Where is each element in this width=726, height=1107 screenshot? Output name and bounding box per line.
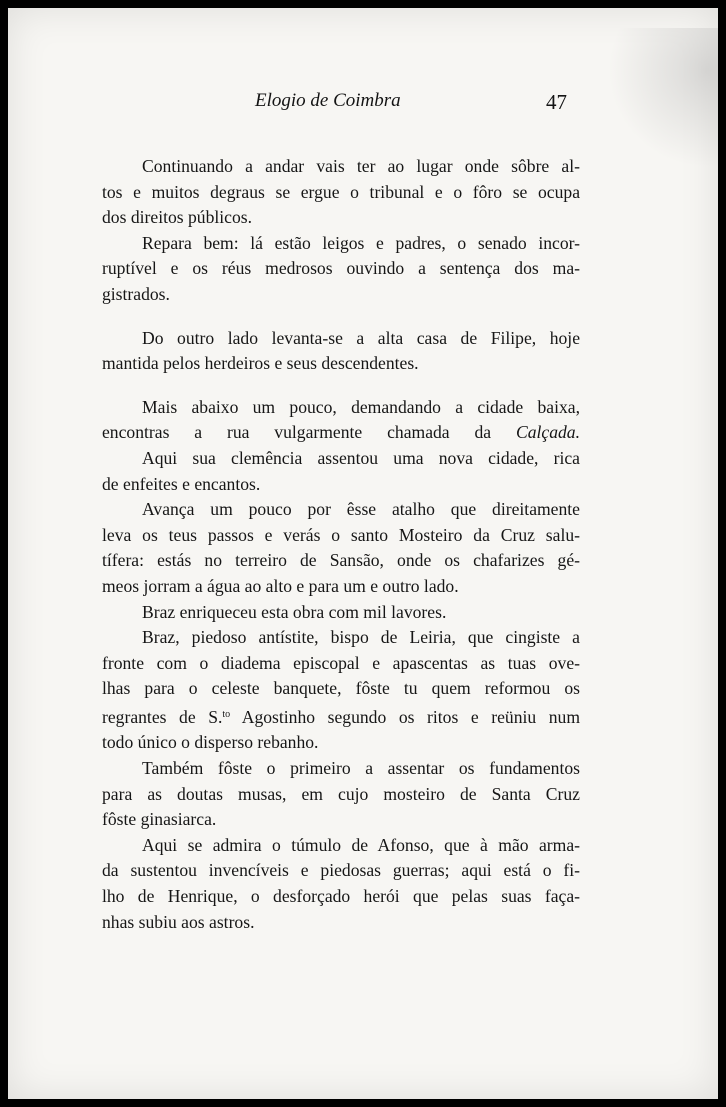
text-line: Braz enriqueceu esta obra com mil lavores. bbox=[142, 601, 447, 622]
text-line: nhas subiu aos astros. bbox=[102, 911, 255, 932]
text-line: tos e muitos degraus se ergue o tribunal e o fôro se ocupa bbox=[102, 181, 580, 202]
text-line: Braz, piedoso antístite, bispo de Leiria, que cingiste a bbox=[142, 627, 580, 648]
text-line: Continuando a andar vais ter ao lugar onde sôbre al- bbox=[142, 156, 580, 176]
text-line bbox=[102, 702, 580, 731]
text-line-part: Agostinho segundo os ritos e reüniu num bbox=[230, 706, 581, 727]
text-line: de enfeites e encantos. bbox=[102, 473, 261, 494]
calcada-italic: Calçada. bbox=[515, 422, 580, 443]
text-line: da sustentou invencíveis e piedosas guerras; aqui está o fi- bbox=[102, 860, 580, 881]
book-page bbox=[8, 8, 718, 1099]
text-line: todo único o disperso rebanho. bbox=[102, 732, 319, 753]
text-line: tífera: estás no terreiro de Sansão, onde os chafarizes gé- bbox=[102, 550, 580, 571]
page-stain bbox=[608, 28, 718, 168]
text-line: Repara bem: lá estão leigos e padres, o senado incor- bbox=[142, 232, 580, 253]
text-line: Aqui sua clemência assentou uma nova cidade, rica bbox=[142, 447, 580, 468]
text-line: Também fôste o primeiro a assentar os fundamentos bbox=[142, 758, 580, 779]
text-line: mantida pelos herdeiros e seus descendentes. bbox=[102, 353, 419, 374]
running-title: Elogio de Coimbra bbox=[255, 90, 401, 111]
text-line: lho de Henrique, o desforçado herói que pelas suas faça- bbox=[102, 886, 580, 907]
text-line: meos jorram a água ao alto e para um e outro lado. bbox=[102, 575, 459, 596]
text-line: para as doutas musas, em cujo mosteiro de Santa Cruz bbox=[102, 783, 580, 804]
text-line: Mais abaixo um pouco, demandando a cidade baixa, bbox=[142, 396, 580, 417]
paragraph-gap bbox=[102, 377, 580, 395]
text-line: Avança um pouco por êsse atalho que direitamente bbox=[142, 499, 580, 520]
page-number: 47 bbox=[546, 90, 567, 114]
text-line: Aqui se admira o túmulo de Afonso, que à mão arma- bbox=[142, 834, 580, 855]
text-line bbox=[102, 420, 580, 446]
text-line-part: regrantes de S. bbox=[102, 706, 223, 727]
superscript-abbreviation: to bbox=[222, 708, 231, 720]
paragraph-gap bbox=[102, 308, 580, 326]
text-line: dos direitos públicos. bbox=[102, 207, 253, 228]
text-line: fôste ginasiarca. bbox=[102, 809, 217, 830]
text-line: Do outro lado levanta-se a alta casa de Filipe, hoje bbox=[142, 327, 580, 348]
body-text bbox=[102, 154, 580, 935]
text-line: fronte com o diadema episcopal e apascentas as tuas ove- bbox=[102, 652, 580, 673]
text-line: ruptível e os réus medrosos ouvindo a sentença dos ma- bbox=[102, 258, 580, 279]
text-line: gistrados. bbox=[102, 283, 170, 304]
text-line: lhas para o celeste banquete, fôste tu quem reformou os bbox=[102, 678, 580, 699]
text-line: leva os teus passos e verás o santo Mosteiro da Cruz salu- bbox=[102, 524, 580, 545]
text-line-part: encontras a rua vulgarmente chamada da bbox=[102, 422, 492, 443]
